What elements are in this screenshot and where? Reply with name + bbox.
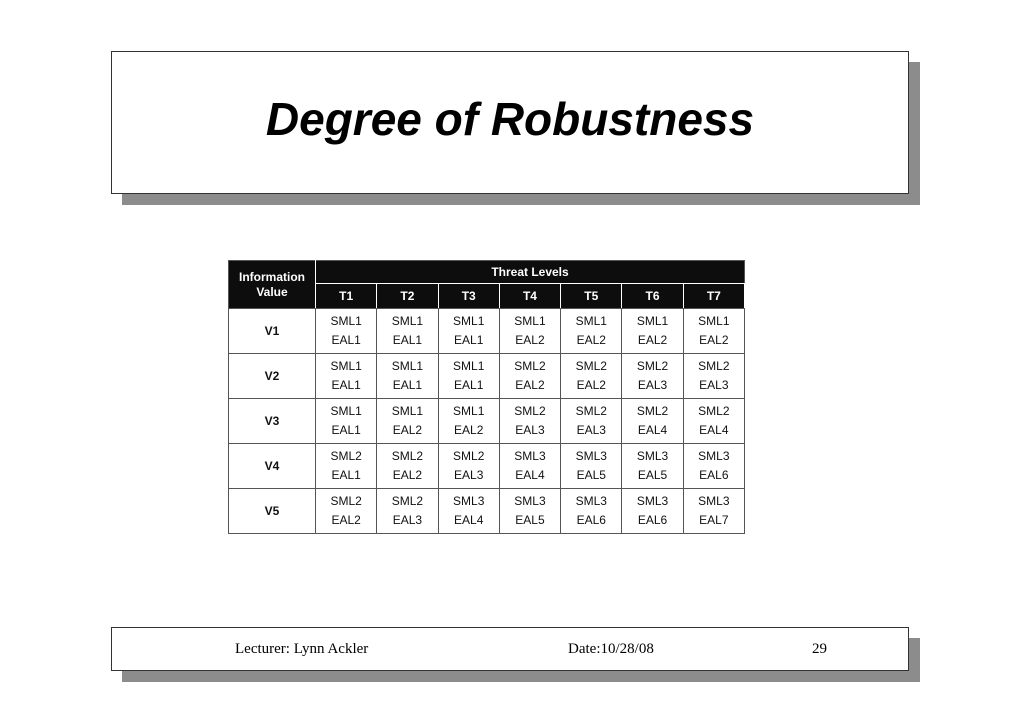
table-cell [438,444,499,489]
threat-column-header: T6 [622,284,683,309]
title-box [111,51,909,194]
table-cell [622,399,683,444]
value-level-label: V3 [229,399,316,444]
table-cell [377,489,438,534]
table-cell [316,489,377,534]
table-cell [561,489,622,534]
eal-level: EAL3 [454,468,484,482]
footer-lecturer: Lecturer: Lynn Ackler [235,641,369,657]
eal-level: EAL2 [392,468,423,482]
table-cell [683,399,744,444]
table-cell [316,354,377,399]
sml-level: SML1 [330,314,362,328]
sml-level: SML2 [391,494,424,508]
eal-level: EAL1 [331,423,361,437]
value-level-label: V5 [229,489,316,534]
eal-level: EAL4 [637,423,668,437]
value-level-label: V2 [229,354,316,399]
sml-level: SML2 [698,404,730,418]
eal-level: EAL1 [331,468,361,482]
table-cell [377,354,438,399]
sml-level: SML3 [636,449,669,463]
eal-level: EAL3 [576,423,606,437]
table-row [229,354,745,399]
sml-level: SML2 [636,404,669,418]
threat-column-header: T7 [683,284,744,309]
sml-level: SML3 [514,449,546,463]
eal-level: EAL2 [637,333,668,347]
value-level-label: V4 [229,444,316,489]
sml-level: SML3 [453,494,485,508]
table-cell [316,399,377,444]
sml-level: SML1 [514,314,546,328]
eal-level: EAL1 [331,333,361,347]
sml-level: SML2 [698,359,730,373]
sml-level: SML2 [330,494,362,508]
table-cell [438,309,499,354]
sml-level: SML1 [453,314,485,328]
eal-level: EAL1 [331,378,361,392]
eal-level: EAL2 [331,513,361,527]
information-value-header: Information Value [229,261,316,309]
sml-level: SML1 [636,314,669,328]
threat-levels-header: Threat Levels [316,261,745,284]
eal-level: EAL2 [699,333,729,347]
sml-level: SML1 [698,314,730,328]
robustness-table [228,260,745,534]
table-cell [683,309,744,354]
table-cell [377,399,438,444]
eal-level: EAL2 [392,423,423,437]
footer [111,627,909,671]
eal-level: EAL6 [576,513,606,527]
sml-level: SML2 [636,359,669,373]
sml-level: SML3 [575,449,607,463]
eal-level: EAL3 [392,513,423,527]
table-cell [622,354,683,399]
table-cell [622,444,683,489]
eal-level: EAL6 [637,513,668,527]
table-cell [499,309,560,354]
table-cell [683,489,744,534]
eal-level: EAL7 [699,513,729,527]
table-cell [499,354,560,399]
table-cell [499,489,560,534]
eal-level: EAL1 [454,378,484,392]
slide-title: Degree of Robustness [265,92,755,145]
eal-level: EAL1 [392,333,423,347]
sml-level: SML1 [330,359,362,373]
eal-level: EAL5 [576,468,606,482]
sml-level: SML2 [514,404,546,418]
sml-level: SML1 [391,404,424,418]
table-cell [438,399,499,444]
sml-level: SML3 [575,494,607,508]
table-cell [683,444,744,489]
sml-level: SML2 [514,359,546,373]
robustness-table-wrapper [228,260,745,534]
table-row [229,399,745,444]
sml-level: SML1 [330,404,362,418]
eal-level: EAL2 [515,333,545,347]
sml-level: SML2 [330,449,362,463]
sml-level: SML1 [391,359,424,373]
sml-level: SML3 [636,494,669,508]
table-cell [377,444,438,489]
table-cell [561,399,622,444]
eal-level: EAL6 [699,468,729,482]
eal-level: EAL2 [515,378,545,392]
threat-column-header: T1 [316,284,377,309]
sml-level: SML2 [453,449,485,463]
eal-level: EAL2 [454,423,484,437]
eal-level: EAL2 [576,333,606,347]
eal-level: EAL5 [637,468,668,482]
table-body [229,309,745,534]
eal-level: EAL1 [454,333,484,347]
table-cell [316,444,377,489]
threat-column-header: T2 [377,284,438,309]
table-cell [377,309,438,354]
value-level-label: V1 [229,309,316,354]
threat-column-header: T4 [499,284,560,309]
table-cell [622,309,683,354]
footer-page-number: 29 [812,641,827,657]
eal-level: EAL4 [699,423,729,437]
table-cell [499,399,560,444]
table-row [229,444,745,489]
eal-level: EAL3 [515,423,545,437]
table-cell [622,489,683,534]
table-cell [561,354,622,399]
eal-level: EAL4 [454,513,484,527]
table-cell [561,309,622,354]
sml-level: SML3 [514,494,546,508]
table-cell [683,354,744,399]
sml-level: SML2 [575,359,607,373]
table-row [229,309,745,354]
eal-level: EAL3 [637,378,668,392]
sml-level: SML3 [698,449,730,463]
sml-level: SML1 [575,314,607,328]
eal-level: EAL1 [392,378,423,392]
eal-level: EAL2 [576,378,606,392]
table-cell [316,309,377,354]
table-row [229,489,745,534]
footer-date: Date:10/28/08 [568,641,654,657]
eal-level: EAL4 [515,468,545,482]
eal-level: EAL5 [515,513,545,527]
table-cell [438,354,499,399]
sml-level: SML2 [575,404,607,418]
sml-level: SML1 [453,359,485,373]
table-cell [499,444,560,489]
sml-level: SML3 [698,494,730,508]
sml-level: SML2 [391,449,424,463]
table-cell [561,444,622,489]
threat-column-header: T5 [561,284,622,309]
threat-column-header: T3 [438,284,499,309]
eal-level: EAL3 [699,378,729,392]
sml-level: SML1 [453,404,485,418]
sml-level: SML1 [391,314,424,328]
table-cell [438,489,499,534]
